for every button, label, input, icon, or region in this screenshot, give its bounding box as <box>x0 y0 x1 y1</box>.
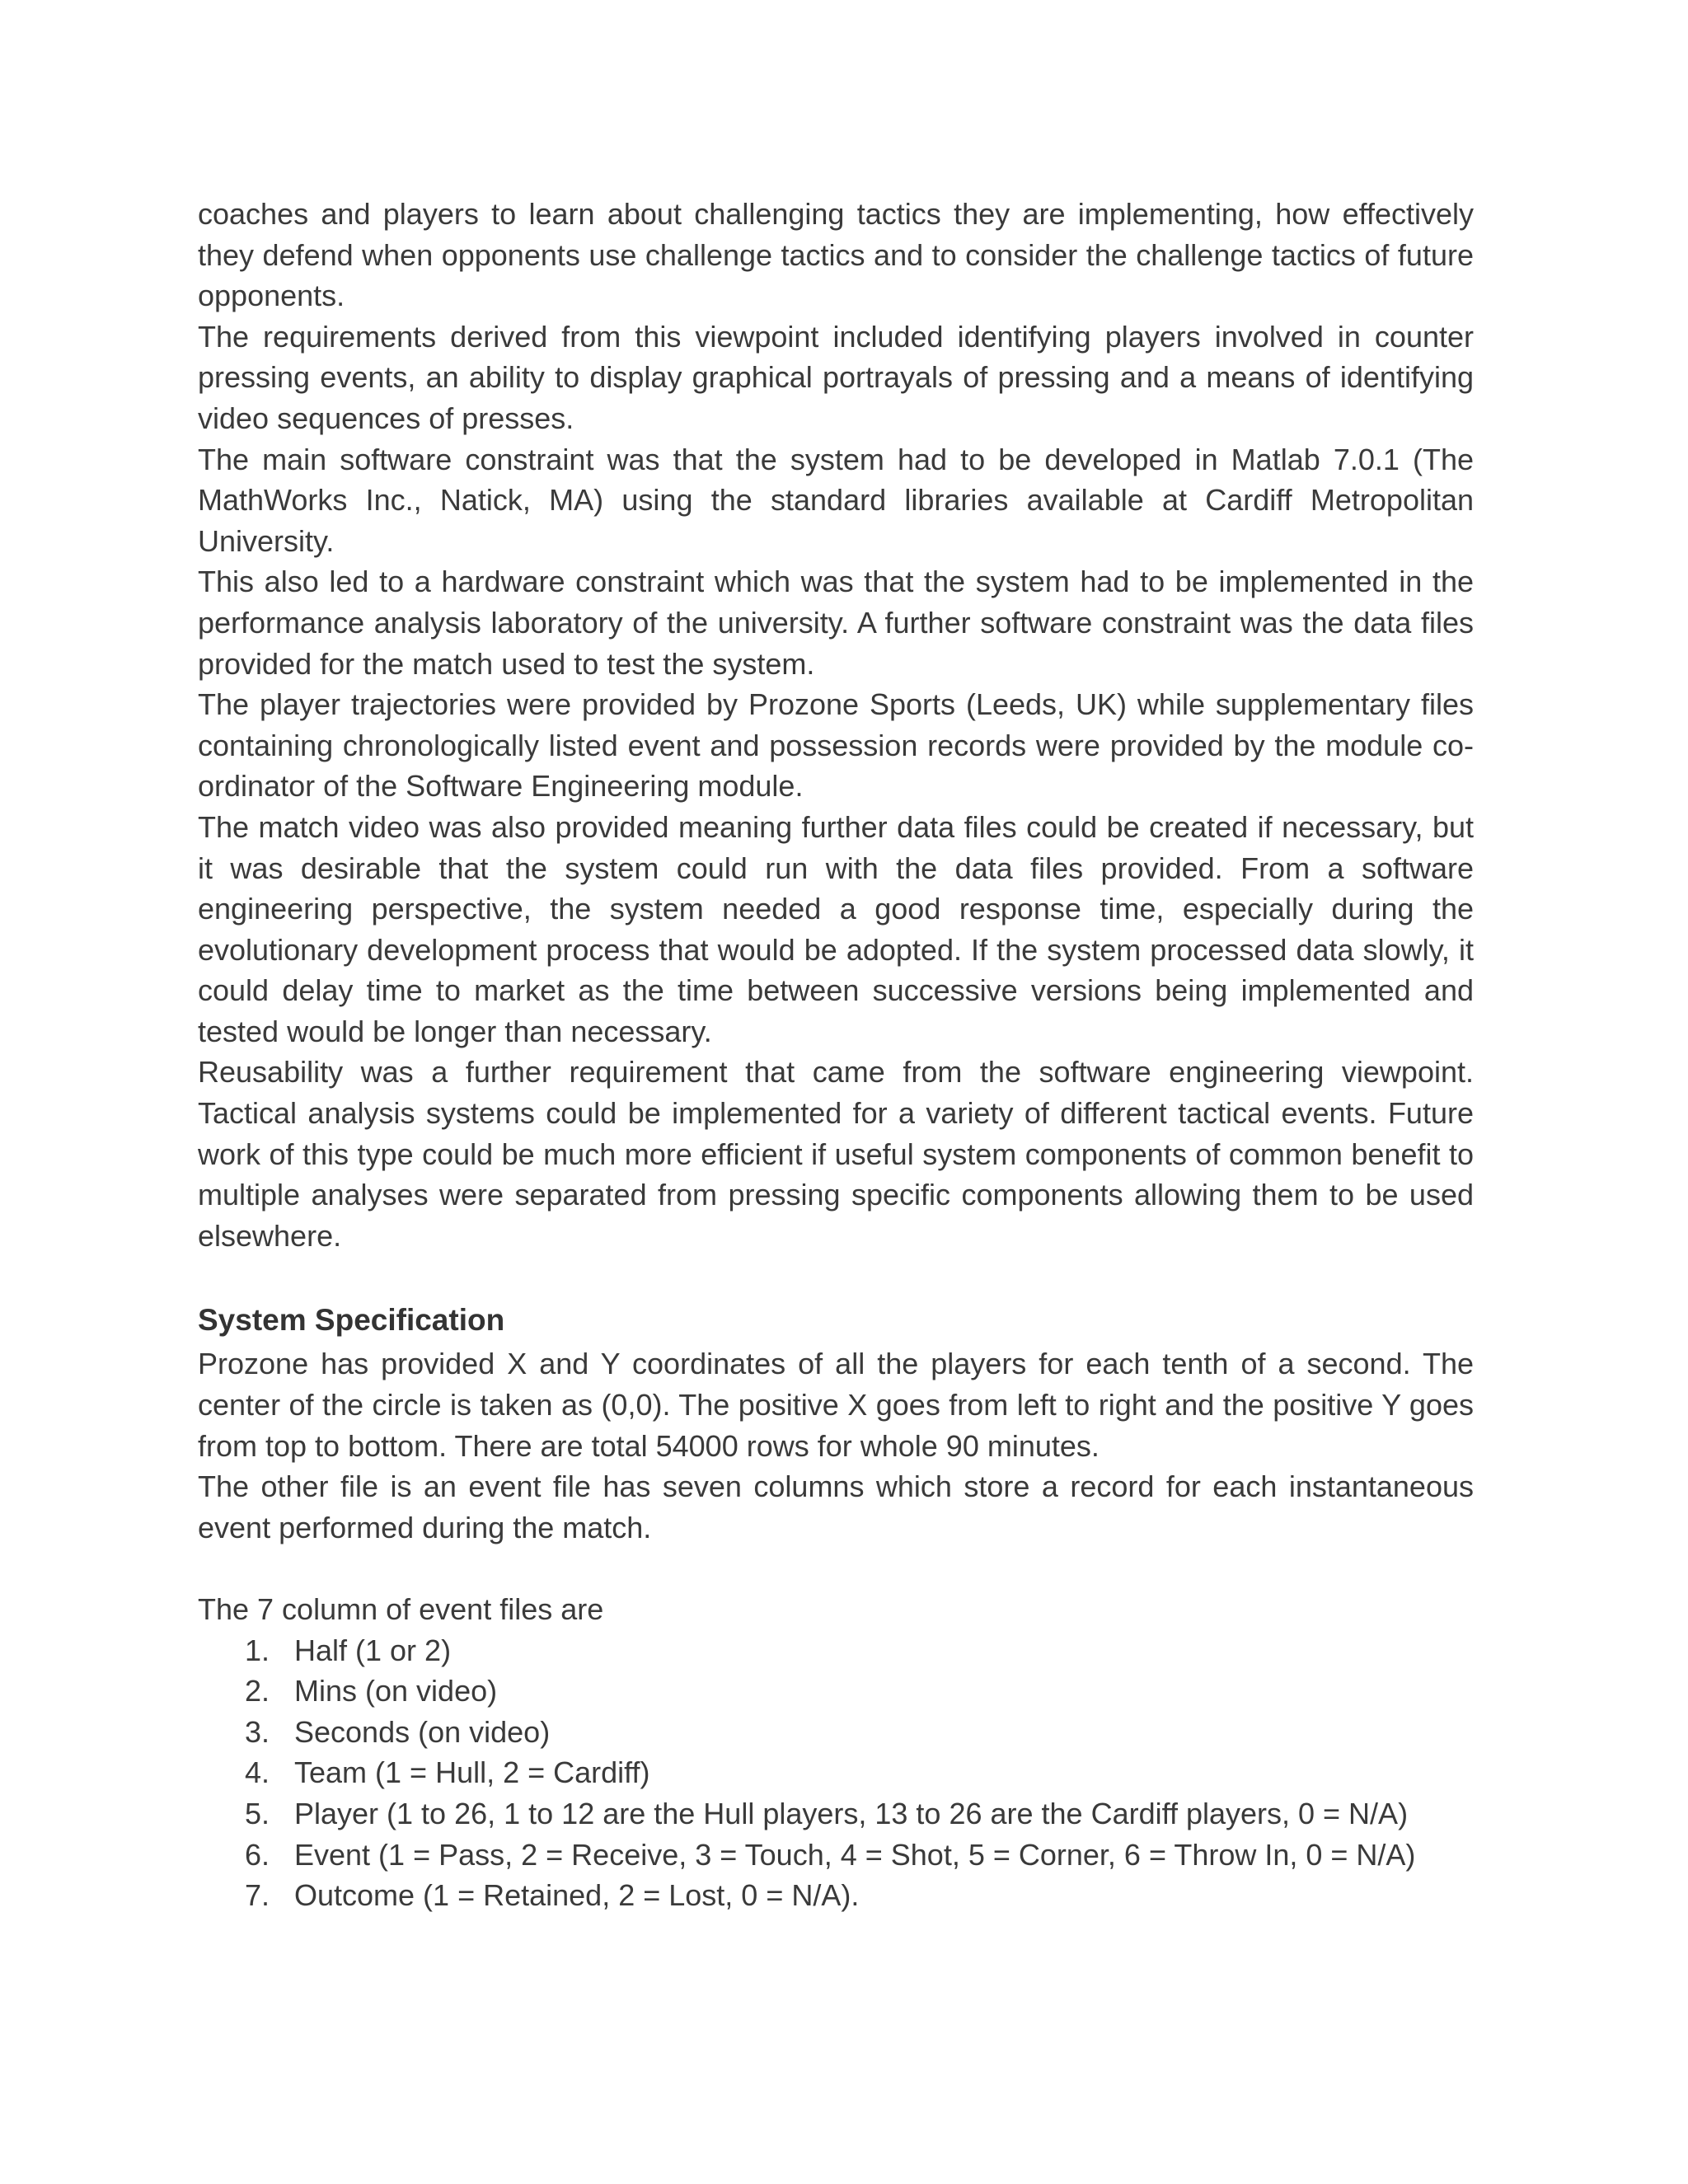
list-item-text: Player (1 to 26, 1 to 12 are the Hull players, 13 to 26 are the Cardiff players, 0 = N/A) <box>294 1796 1409 1830</box>
paragraph-requirements: The requirements derived from this viewpoint included identifying players involved in counter pressing events, an ability to display graphical portrayals of pressing and a means of identifying video sequences of presses. <box>198 319 1474 435</box>
list-intro: The 7 column of event files are <box>198 1592 604 1626</box>
list-item-text: Event (1 = Pass, 2 = Receive, 3 = Touch, 4 = Shot, 5 = Corner, 6 = Throw In, 0 = N/A) <box>294 1837 1416 1872</box>
list-item-number: 6. <box>245 1837 270 1872</box>
paragraph-reusability: Reusability was a further requirement that came from the software engineering viewpoint. Tactical analysis systems could be implemented for a variety of different tactical events. Future work of this type could be much more efficient if useful system components of common benefit to multiple analyses were separated from pressing specific components allowing them to be used elsewhere. <box>198 1055 1474 1253</box>
list-item-number: 1. <box>245 1633 270 1667</box>
list-item <box>198 1875 1474 1916</box>
list-item-text: Half (1 or 2) <box>294 1633 452 1667</box>
list-item-text: Seconds (on video) <box>294 1714 551 1749</box>
paragraph-event-file: The other file is an event file has seven columns which store a record for each instantaneous event performed during the match. <box>198 1469 1474 1544</box>
paragraph-match-video: The match video was also provided meaning further data files could be created if necessary, but it was desirable that the system could run with the data files provided. From a software engineering perspective, the system needed a good response time, especially during the evolutionary development process that would be adopted. If the system processed data slowly, it could delay time to market as the time between successive versions being implemented and tested would be longer than necessary. <box>198 809 1474 1048</box>
list-item-number: 5. <box>245 1796 270 1830</box>
section-heading-system-specification: System Specification <box>198 1303 505 1338</box>
list-item-number: 2. <box>245 1674 270 1708</box>
paragraph-tactics-intro: coaches and players to learn about challenging tactics they are implementing, how effectively they defend when opponents use challenge tactics and to consider the challenge tactics of future opponents. <box>198 197 1474 313</box>
list-item-text: Mins (on video) <box>294 1674 498 1708</box>
list-item <box>198 1835 1474 1876</box>
list-item <box>198 1630 1474 1671</box>
paragraph-prozone-coordinates: Prozone has provided X and Y coordinates of all the players for each tenth of a second. The center of the circle is taken as (0,0). The positive X goes from left to right and the positive Y goes from top to bottom. There are total 54000 rows for whole 90 minutes. <box>198 1347 1474 1463</box>
list-item-text: Outcome (1 = Retained, 2 = Lost, 0 = N/A). <box>294 1878 860 1913</box>
list-item <box>198 1712 1474 1753</box>
list-item-number: 4. <box>245 1755 270 1790</box>
list-item-number: 7. <box>245 1878 270 1913</box>
list-item <box>198 1752 1474 1793</box>
paragraph-player-trajectories: The player trajectories were provided by Prozone Sports (Leeds, UK) while supplementary files containing chronologically listed event and possession records were provided by the module co-ordinator of the Software Engineering module. <box>198 687 1474 804</box>
paragraph-hardware-constraint: This also led to a hardware constraint which was that the system had to be implemented in the performance analysis laboratory of the university. A further software constraint was the data files provided for the match used to test the system. <box>198 565 1474 681</box>
list-item <box>198 1793 1474 1835</box>
list-item-text: Team (1 = Hull, 2 = Cardiff) <box>294 1755 650 1790</box>
blank-line <box>198 1548 1474 1589</box>
document-page <box>198 194 1474 1916</box>
list-item <box>198 1671 1474 1712</box>
list-item-number: 3. <box>245 1714 270 1749</box>
event-columns-list <box>198 1630 1474 1916</box>
paragraph-software-constraint: The main software constraint was that the system had to be developed in Matlab 7.0.1 (The MathWorks Inc., Natick, MA) using the standard libraries available at Cardiff Metropolitan University. <box>198 442 1474 558</box>
